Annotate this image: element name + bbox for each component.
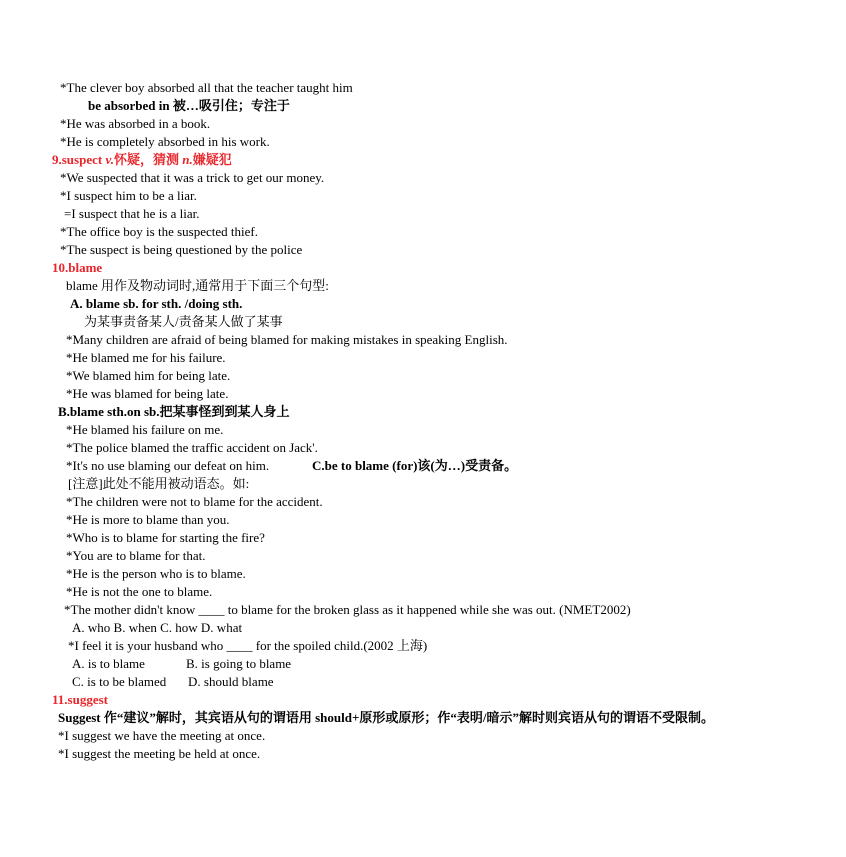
- example-sentence: *Many children are afraid of being blamed for making mistakes in speaking English.: [66, 332, 508, 347]
- example-sentence: *It's no use blaming our defeat on him.: [66, 458, 270, 473]
- section-heading-suggest: 11.suggest: [52, 692, 108, 707]
- example-sentence: *He was absorbed in a book.: [60, 116, 211, 131]
- exercise-question: *The mother didn't know ____ to blame for the broken glass as it happened while she was out. (NMET2002): [64, 602, 631, 617]
- exercise-option-a: A. is to blame: [72, 656, 145, 671]
- example-sentence: *You are to blame for that.: [66, 548, 206, 563]
- heading-number: 9.suspect: [52, 152, 106, 167]
- section-heading-suspect: [52, 151, 232, 169]
- example-sentence: *He is more to blame than you.: [66, 512, 230, 527]
- pattern-meaning: 为某事责备某人/责备某人做了某事: [84, 314, 283, 329]
- example-sentence: *I suspect him to be a liar.: [60, 188, 197, 203]
- example-sentence: *The clever boy absorbed all that the teacher taught him: [60, 80, 353, 95]
- heading-meaning: 嫌疑犯: [192, 152, 232, 167]
- example-sentence: *I suggest the meeting be held at once.: [58, 746, 261, 761]
- example-sentence: *We blamed him for being late.: [66, 368, 231, 383]
- usage-note: Suggest 作“建议”解时，其宾语从句的谓语用 should+原形或原形；作“表明/暗示”解时则宾语从句的谓语不受限制。: [58, 710, 714, 725]
- exercise-option-c: C. is to be blamed: [72, 674, 167, 689]
- usage-note: blame 用作及物动词时,通常用于下面三个句型:: [66, 278, 329, 293]
- example-sentence: *The police blamed the traffic accident on Jack'.: [66, 440, 318, 455]
- heading-meaning: 怀疑，猜测: [114, 152, 183, 167]
- example-sentence: *He blamed his failure on me.: [66, 422, 224, 437]
- exercise-option-b: B. is going to blame: [186, 656, 292, 671]
- example-sentence: *The office boy is the suspected thief.: [60, 224, 258, 239]
- pattern-heading-a: A. blame sb. for sth. /doing sth.: [70, 296, 243, 311]
- example-sentence: =I suspect that he is a liar.: [64, 206, 200, 221]
- example-sentence: *He is the person who is to blame.: [66, 566, 246, 581]
- example-sentence: *He was blamed for being late.: [66, 386, 229, 401]
- usage-note: [注意]此处不能用被动语态。如:: [68, 476, 250, 491]
- example-sentence: *I suggest we have the meeting at once.: [58, 728, 266, 743]
- pos-verb: v.: [105, 152, 114, 167]
- example-sentence: *The suspect is being questioned by the police: [60, 242, 303, 257]
- pattern-heading-b: B.blame sth.on sb.把某事怪到到某人身上: [58, 404, 290, 419]
- example-sentence: *We suspected that it was a trick to get our money.: [60, 170, 325, 185]
- pos-noun: n.: [182, 152, 193, 167]
- phrase-heading: be absorbed in 被…吸引住；专注于: [88, 98, 290, 113]
- exercise-question: *I feel it is your husband who ____ for the spoiled child.(2002 上海): [68, 638, 428, 653]
- example-sentence: *He blamed me for his failure.: [66, 350, 226, 365]
- example-sentence: *He is completely absorbed in his work.: [60, 134, 270, 149]
- pattern-heading-c: C.be to blame (for)该(为…)受责备。: [312, 458, 518, 473]
- exercise-option-d: D. should blame: [188, 674, 274, 689]
- example-sentence: *The children were not to blame for the accident.: [66, 494, 323, 509]
- section-heading-blame: 10.blame: [52, 260, 103, 275]
- exercise-options: A. who B. when C. how D. what: [72, 620, 243, 635]
- example-sentence: *Who is to blame for starting the fire?: [66, 530, 265, 545]
- example-sentence: *He is not the one to blame.: [66, 584, 213, 599]
